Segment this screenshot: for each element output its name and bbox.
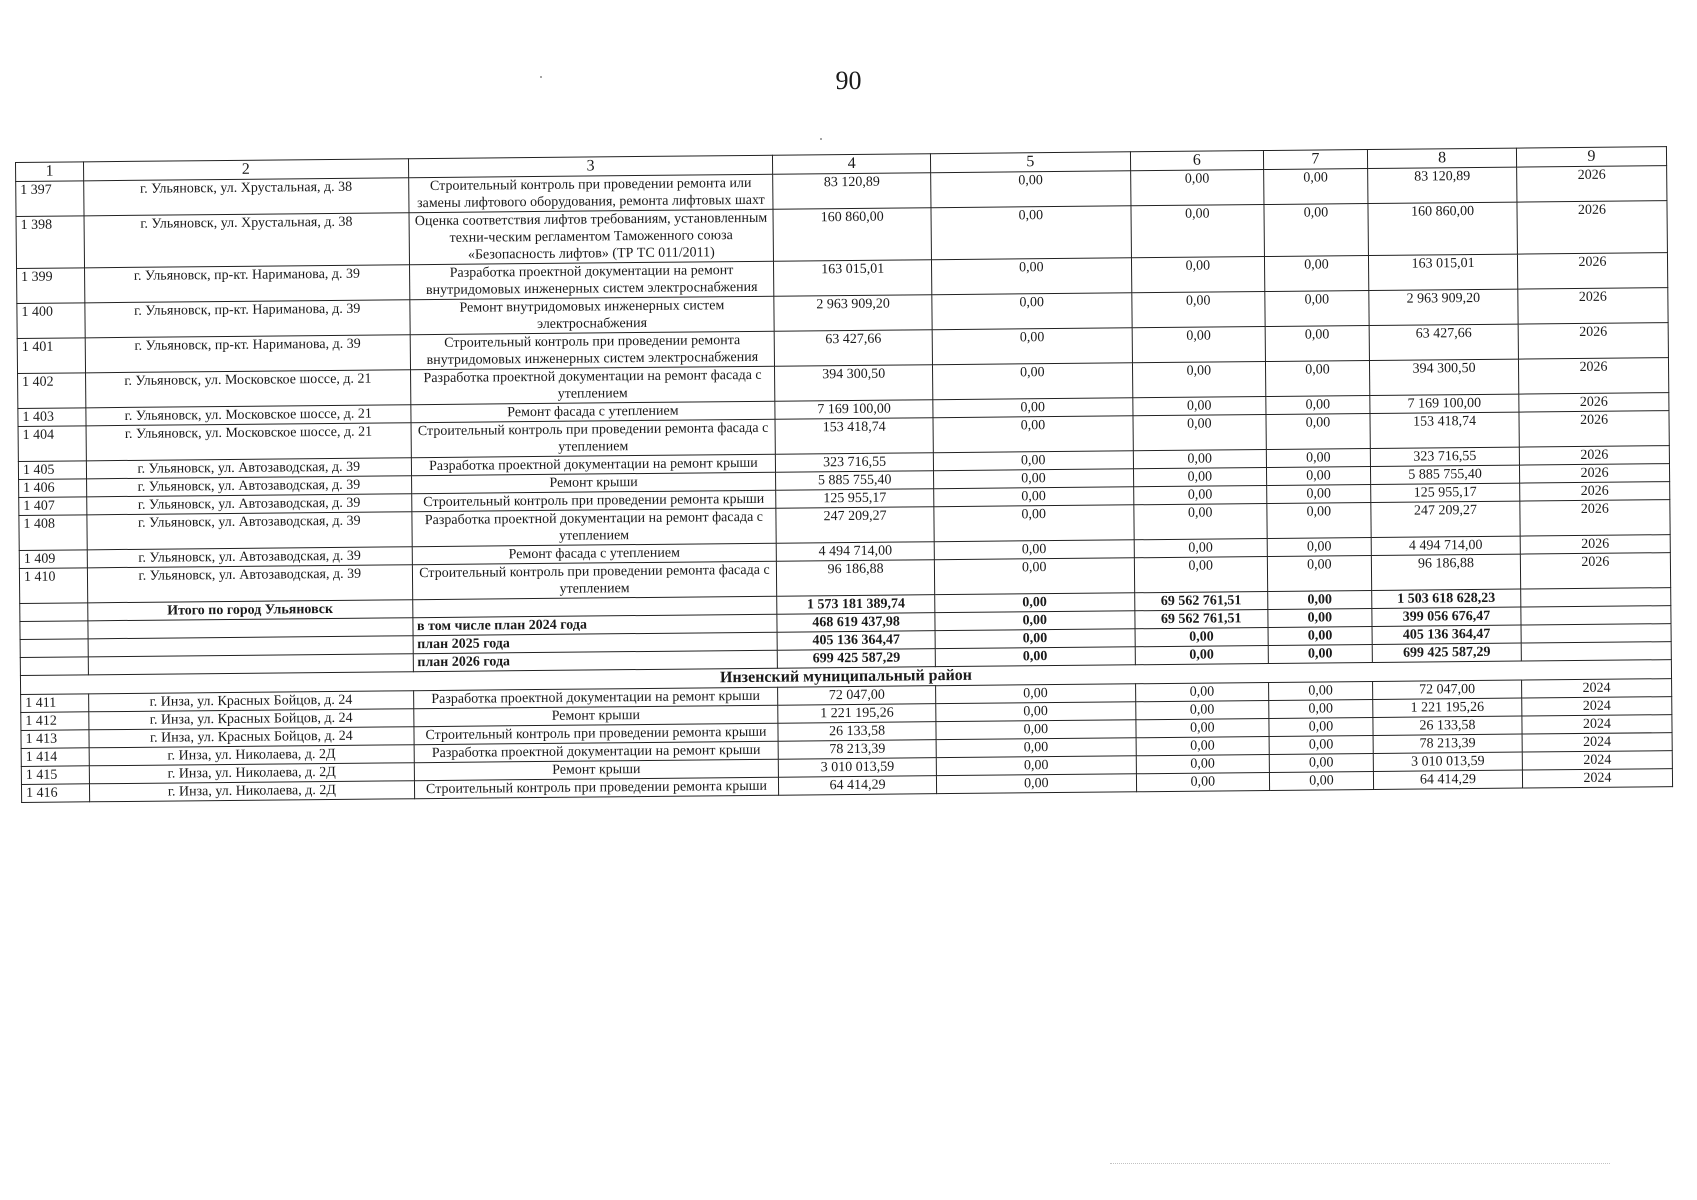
cost-cell: 0,00 bbox=[936, 720, 1136, 740]
address-cell: г. Инза, ул. Николаева, д. 2Д bbox=[89, 745, 414, 766]
cost-cell: 0,00 bbox=[936, 702, 1136, 722]
column-number: 8 bbox=[1367, 148, 1516, 168]
cost-cell: 0,00 bbox=[1136, 700, 1269, 719]
year-cell: 2026 bbox=[1517, 253, 1667, 289]
total-cost-cell: 7 169 100,00 bbox=[775, 400, 933, 420]
empty-cell bbox=[20, 603, 88, 622]
row-number: 1 400 bbox=[17, 303, 85, 339]
cost-cell: 0,00 bbox=[931, 258, 1131, 295]
section-title: Инзенский муниципальный район bbox=[20, 660, 1671, 695]
cost-cell: 0,00 bbox=[1267, 503, 1372, 539]
address-cell: г. Ульяновск, ул. Автозаводская, д. 39 bbox=[87, 494, 412, 515]
address-cell: г. Инза, ул. Красных Бойцов, д. 24 bbox=[89, 727, 414, 748]
cost-cell: 0,00 bbox=[936, 756, 1136, 776]
year-cell: 2026 bbox=[1519, 464, 1669, 483]
cost-cell: 4 494 714,00 bbox=[1371, 536, 1520, 555]
cost-cell: 0,00 bbox=[1136, 772, 1269, 791]
cost-cell: 0,00 bbox=[1268, 608, 1372, 627]
cost-cell: 0,00 bbox=[1134, 504, 1267, 540]
capital-repair-table bbox=[15, 146, 1673, 803]
cost-cell: 0,00 bbox=[1269, 717, 1373, 736]
year-cell: 2026 bbox=[1520, 482, 1670, 501]
cost-cell: 78 213,39 bbox=[1373, 734, 1522, 753]
work-type-cell: Строительный контроль при проведении ремонта фасада с утеплением bbox=[412, 561, 777, 600]
cost-cell: 1 221 195,26 bbox=[1373, 698, 1522, 717]
work-type-cell: Строительный контроль при проведении ремонта внутридомовых инженерных систем электроснабжения bbox=[410, 331, 775, 370]
row-number: 1 414 bbox=[21, 748, 89, 767]
address-cell: г. Ульяновск, ул. Московское шоссе, д. 21 bbox=[86, 370, 411, 408]
total-cost-cell: 405 136 364,47 bbox=[777, 631, 935, 651]
work-type-cell: Разработка проектной документации на ремонт фасада с утеплением bbox=[410, 366, 775, 405]
cost-cell: 0,00 bbox=[1131, 205, 1264, 258]
cost-cell: 394 300,50 bbox=[1370, 359, 1519, 395]
year-cell: 2026 bbox=[1517, 201, 1668, 254]
cost-cell: 0,00 bbox=[934, 558, 1134, 595]
total-cost-cell: 160 860,00 bbox=[773, 208, 931, 262]
cost-cell: 69 562 761,51 bbox=[1135, 609, 1268, 628]
year-cell: 2026 bbox=[1519, 446, 1669, 465]
year-cell: 2026 bbox=[1518, 323, 1668, 359]
work-type-cell: Строительный контроль при проведении ремонта фасада с утеплением bbox=[411, 419, 776, 458]
cost-cell: 0,00 bbox=[930, 171, 1130, 208]
column-number: 9 bbox=[1516, 147, 1666, 167]
row-number: 1 402 bbox=[18, 373, 86, 409]
cost-cell: 0,00 bbox=[1132, 362, 1265, 398]
cost-cell: 0,00 bbox=[1266, 467, 1370, 486]
year-cell: 2024 bbox=[1522, 715, 1672, 734]
cost-cell: 0,00 bbox=[1265, 326, 1370, 362]
work-type-cell: Ремонт внутридомовых инженерных систем электроснабжения bbox=[409, 296, 774, 335]
total-cost-cell: 125 955,17 bbox=[776, 489, 934, 509]
cost-cell: 0,00 bbox=[1268, 681, 1372, 700]
work-type-cell: Ремонт крыши bbox=[413, 705, 778, 727]
cost-cell: 0,00 bbox=[934, 505, 1134, 542]
cost-cell: 0,00 bbox=[936, 774, 1136, 794]
address-cell: г. Ульяновск, ул. Автозаводская, д. 39 bbox=[87, 565, 412, 603]
cost-cell: 0,00 bbox=[932, 328, 1132, 365]
work-type-cell: Строительный контроль при проведении ремонта крыши bbox=[411, 490, 776, 512]
address-cell: г. Ульяновск, ул. Московское шоссе, д. 21 bbox=[86, 405, 411, 426]
cost-cell: 405 136 364,47 bbox=[1372, 625, 1521, 644]
year-cell: 2026 bbox=[1519, 393, 1669, 412]
year-cell: 2026 bbox=[1518, 288, 1668, 324]
cost-cell: 0,00 bbox=[935, 684, 1135, 704]
address-cell: г. Ульяновск, пр-кт. Нариманова, д. 39 bbox=[85, 265, 410, 303]
cost-cell: 0,00 bbox=[1132, 292, 1265, 328]
year-cell: 2026 bbox=[1520, 553, 1670, 589]
work-type-cell: Разработка проектной документации на ремонт крыши bbox=[411, 454, 776, 476]
row-number: 1 413 bbox=[21, 730, 89, 749]
column-number: 6 bbox=[1130, 151, 1263, 171]
cost-cell: 153 418,74 bbox=[1370, 412, 1519, 448]
cost-cell: 0,00 bbox=[1133, 415, 1266, 451]
row-number: 1 409 bbox=[19, 550, 87, 569]
total-cost-cell: 4 494 714,00 bbox=[777, 542, 935, 562]
totals-title: Итого по город Ульяновск bbox=[88, 600, 413, 621]
column-number: 4 bbox=[773, 154, 931, 175]
total-cost-cell: 323 716,55 bbox=[776, 453, 934, 473]
row-number: 1 408 bbox=[19, 515, 87, 551]
cost-cell: 3 010 013,59 bbox=[1373, 752, 1522, 771]
row-number: 1 405 bbox=[18, 461, 86, 480]
cost-cell: 0,00 bbox=[1269, 699, 1373, 718]
total-cost-cell: 153 418,74 bbox=[775, 418, 933, 455]
cost-cell: 0,00 bbox=[1269, 735, 1373, 754]
row-number: 1 399 bbox=[17, 268, 85, 304]
cost-cell: 5 885 755,40 bbox=[1371, 465, 1520, 484]
total-cost-cell: 72 047,00 bbox=[778, 686, 936, 706]
total-cost-cell: 163 015,01 bbox=[774, 260, 932, 297]
address-cell: г. Ульяновск, ул. Автозаводская, д. 39 bbox=[87, 547, 412, 568]
row-number: 1 401 bbox=[17, 338, 85, 374]
address-cell: г. Инза, ул. Красных Бойцов, д. 24 bbox=[89, 691, 414, 712]
cost-cell: 0,00 bbox=[1136, 718, 1269, 737]
total-cost-cell: 3 010 013,59 bbox=[779, 758, 937, 778]
year-cell: 2024 bbox=[1522, 679, 1672, 698]
cost-cell: 0,00 bbox=[1266, 485, 1370, 504]
total-cost-cell: 64 414,29 bbox=[779, 776, 937, 796]
work-type-cell: Ремонт крыши bbox=[411, 472, 776, 494]
row-number: 1 404 bbox=[18, 426, 86, 462]
cost-cell: 0,00 bbox=[933, 416, 1133, 453]
cost-cell: 163 015,01 bbox=[1369, 254, 1518, 290]
year-cell: 2024 bbox=[1522, 697, 1672, 716]
cost-cell: 0,00 bbox=[1268, 644, 1372, 663]
year-cell: 2026 bbox=[1517, 166, 1667, 202]
address-cell: г. Ульяновск, ул. Московское шоссе, д. 21 bbox=[86, 423, 411, 461]
cost-cell: 69 562 761,51 bbox=[1135, 591, 1268, 610]
empty-cell bbox=[1521, 642, 1671, 661]
cost-cell: 0,00 bbox=[1269, 771, 1373, 790]
cost-cell: 0,00 bbox=[1135, 627, 1268, 646]
cost-cell: 0,00 bbox=[1265, 291, 1370, 327]
column-number: 2 bbox=[84, 159, 409, 181]
total-cost-cell: 1 573 181 389,74 bbox=[777, 595, 935, 615]
empty-cell bbox=[20, 657, 88, 676]
scan-speck bbox=[540, 76, 542, 78]
address-cell: г. Инза, ул. Николаева, д. 2Д bbox=[89, 763, 414, 784]
row-number: 1 398 bbox=[16, 216, 85, 269]
cost-cell: 0,00 bbox=[936, 738, 1136, 758]
cost-cell: 0,00 bbox=[931, 206, 1131, 260]
work-type-cell: Оценка соответствия лифтов требованиям, установленным техни-ческим регламентом Таможенного союза «Безопасность лифтов» (ТР ТС 011/2011) bbox=[409, 209, 774, 265]
cost-cell: 0,00 bbox=[1130, 170, 1263, 206]
cost-cell: 0,00 bbox=[1133, 450, 1266, 469]
total-cost-cell: 63 427,66 bbox=[775, 330, 933, 367]
row-number: 1 406 bbox=[19, 479, 87, 498]
scan-artifact bbox=[1110, 1163, 1610, 1166]
column-number: 1 bbox=[16, 162, 84, 182]
address-cell: г. Ульяновск, пр-кт. Нариманова, д. 39 bbox=[85, 300, 410, 338]
cost-cell: 0,00 bbox=[1264, 256, 1369, 292]
column-number: 3 bbox=[408, 155, 773, 178]
row-number: 1 416 bbox=[21, 784, 89, 803]
cost-cell: 0,00 bbox=[932, 363, 1132, 400]
address-cell: г. Инза, ул. Николаева, д. 2Д bbox=[90, 781, 415, 802]
empty-cell bbox=[1521, 624, 1671, 643]
address-cell: г. Ульяновск, ул. Хрустальная, д. 38 bbox=[84, 178, 409, 216]
cost-cell: 0,00 bbox=[935, 611, 1135, 631]
cost-cell: 0,00 bbox=[1266, 396, 1370, 415]
total-cost-cell: 247 209,27 bbox=[776, 507, 934, 544]
total-cost-cell: 394 300,50 bbox=[775, 365, 933, 402]
cost-cell: 1 503 618 628,23 bbox=[1372, 589, 1521, 608]
cost-cell: 0,00 bbox=[933, 398, 1133, 418]
empty-cell bbox=[1521, 606, 1671, 625]
work-type-cell: Ремонт фасада с утеплением bbox=[410, 401, 775, 423]
address-cell: г. Ульяновск, пр-кт. Нариманова, д. 39 bbox=[85, 335, 410, 373]
total-cost-cell: 5 885 755,40 bbox=[776, 471, 934, 491]
cost-cell: 0,00 bbox=[1267, 590, 1371, 609]
cost-cell: 7 169 100,00 bbox=[1370, 394, 1519, 413]
cost-cell: 0,00 bbox=[1136, 736, 1269, 755]
cost-cell: 0,00 bbox=[1264, 204, 1369, 257]
cost-cell: 0,00 bbox=[935, 593, 1135, 613]
cost-cell: 125 955,17 bbox=[1371, 483, 1520, 502]
work-type-cell: Ремонт фасада с утеплением bbox=[412, 543, 777, 565]
address-cell: г. Ульяновск, ул. Автозаводская, д. 39 bbox=[87, 512, 412, 550]
cost-cell: 0,00 bbox=[1134, 538, 1267, 557]
year-cell: 2026 bbox=[1520, 535, 1670, 554]
cost-cell: 0,00 bbox=[1266, 414, 1371, 450]
cost-cell: 0,00 bbox=[935, 629, 1135, 649]
cost-cell: 247 209,27 bbox=[1371, 501, 1520, 537]
cost-cell: 0,00 bbox=[935, 647, 1135, 667]
work-type-cell: Разработка проектной документации на ремонт внутридомовых инженерных систем электроснабжения bbox=[409, 261, 774, 300]
year-cell: 2026 bbox=[1519, 411, 1669, 447]
empty-cell bbox=[1521, 588, 1671, 607]
empty-cell bbox=[20, 639, 88, 658]
total-cost-cell: 83 120,89 bbox=[773, 173, 931, 210]
total-cost-cell: 96 186,88 bbox=[777, 560, 935, 597]
cost-cell: 0,00 bbox=[933, 469, 1133, 489]
total-cost-cell: 699 425 587,29 bbox=[778, 649, 936, 669]
empty-cell bbox=[20, 621, 88, 640]
cost-cell: 63 427,66 bbox=[1369, 324, 1518, 360]
cost-cell: 0,00 bbox=[1268, 626, 1372, 645]
cost-cell: 0,00 bbox=[1266, 449, 1370, 468]
work-type-cell: Строительный контроль при проведении ремонта крыши bbox=[414, 777, 779, 799]
page-number: 90 bbox=[835, 66, 862, 95]
total-cost-cell: 1 221 195,26 bbox=[778, 704, 936, 724]
cost-cell: 399 056 676,47 bbox=[1372, 607, 1521, 626]
totals-label: план 2025 года bbox=[413, 632, 778, 654]
address-cell: г. Ульяновск, ул. Автозаводская, д. 39 bbox=[87, 476, 412, 497]
total-cost-cell: 2 963 909,20 bbox=[774, 295, 932, 332]
cost-cell: 0,00 bbox=[933, 451, 1133, 471]
cost-cell: 0,00 bbox=[1133, 468, 1266, 487]
cost-cell: 72 047,00 bbox=[1373, 680, 1522, 699]
cost-cell: 64 414,29 bbox=[1373, 770, 1522, 789]
address-cell: г. Ульяновск, ул. Автозаводская, д. 39 bbox=[86, 458, 411, 479]
work-type-cell: Разработка проектной документации на ремонт крыши bbox=[413, 687, 778, 709]
cost-cell: 0,00 bbox=[934, 487, 1134, 507]
work-type-cell: Разработка проектной документации на ремонт фасада с утеплением bbox=[411, 508, 776, 547]
row-number: 1 411 bbox=[21, 694, 89, 713]
totals-label: в том числе план 2024 года bbox=[412, 614, 777, 636]
row-number: 1 407 bbox=[19, 497, 87, 516]
year-cell: 2024 bbox=[1522, 733, 1672, 752]
scan-speck bbox=[820, 138, 822, 140]
total-cost-cell: 468 619 437,98 bbox=[777, 613, 935, 633]
address-cell: г. Инза, ул. Красных Бойцов, д. 24 bbox=[89, 709, 414, 730]
cost-cell: 0,00 bbox=[1131, 257, 1264, 293]
cost-cell: 96 186,88 bbox=[1371, 554, 1520, 590]
cost-cell: 0,00 bbox=[1269, 753, 1373, 772]
table-body bbox=[16, 147, 1673, 803]
year-cell: 2026 bbox=[1518, 358, 1668, 394]
cost-cell: 2 963 909,20 bbox=[1369, 289, 1518, 325]
year-cell: 2024 bbox=[1522, 751, 1672, 770]
cost-cell: 160 860,00 bbox=[1368, 202, 1517, 255]
cost-cell: 0,00 bbox=[1133, 397, 1266, 416]
cost-cell: 0,00 bbox=[932, 293, 1132, 330]
work-type-cell: Строительный контроль при проведении ремонта крыши bbox=[413, 723, 778, 745]
cost-cell: 0,00 bbox=[1134, 556, 1267, 592]
cost-cell: 0,00 bbox=[1265, 361, 1370, 397]
column-number: 5 bbox=[930, 152, 1130, 173]
total-cost-cell: 78 213,39 bbox=[779, 740, 937, 760]
cost-cell: 26 133,58 bbox=[1373, 716, 1522, 735]
cost-cell: 0,00 bbox=[1135, 682, 1268, 701]
totals-label: план 2026 года bbox=[413, 650, 778, 672]
cost-cell: 0,00 bbox=[1136, 754, 1269, 773]
cost-cell: 0,00 bbox=[1263, 169, 1368, 205]
year-cell: 2024 bbox=[1522, 769, 1672, 788]
row-number: 1 412 bbox=[21, 712, 89, 731]
cost-cell: 0,00 bbox=[1132, 327, 1265, 363]
work-type-cell: Разработка проектной документации на ремонт крыши bbox=[414, 741, 779, 763]
cost-cell: 83 120,89 bbox=[1368, 167, 1517, 203]
cost-cell: 0,00 bbox=[1133, 486, 1266, 505]
row-number: 1 397 bbox=[16, 181, 84, 217]
cost-cell: 323 716,55 bbox=[1370, 447, 1519, 466]
row-number: 1 415 bbox=[21, 766, 89, 785]
total-cost-cell: 26 133,58 bbox=[778, 722, 936, 742]
cost-cell: 0,00 bbox=[1267, 537, 1371, 556]
work-type-cell: Строительный контроль при проведении ремонта или замены лифтового оборудования, ремонта лифтовых шахт bbox=[408, 174, 773, 213]
cost-cell: 699 425 587,29 bbox=[1372, 643, 1521, 662]
row-number: 1 410 bbox=[19, 568, 87, 604]
work-type-cell: Ремонт крыши bbox=[414, 759, 779, 781]
cost-cell: 0,00 bbox=[934, 540, 1134, 560]
year-cell: 2026 bbox=[1520, 500, 1670, 536]
row-number: 1 403 bbox=[18, 408, 86, 427]
cost-cell: 0,00 bbox=[1267, 555, 1372, 591]
cost-cell: 0,00 bbox=[1135, 645, 1268, 664]
address-cell: г. Ульяновск, ул. Хрустальная, д. 38 bbox=[84, 213, 409, 268]
column-number: 7 bbox=[1263, 150, 1367, 170]
scanned-table bbox=[15, 146, 1673, 803]
